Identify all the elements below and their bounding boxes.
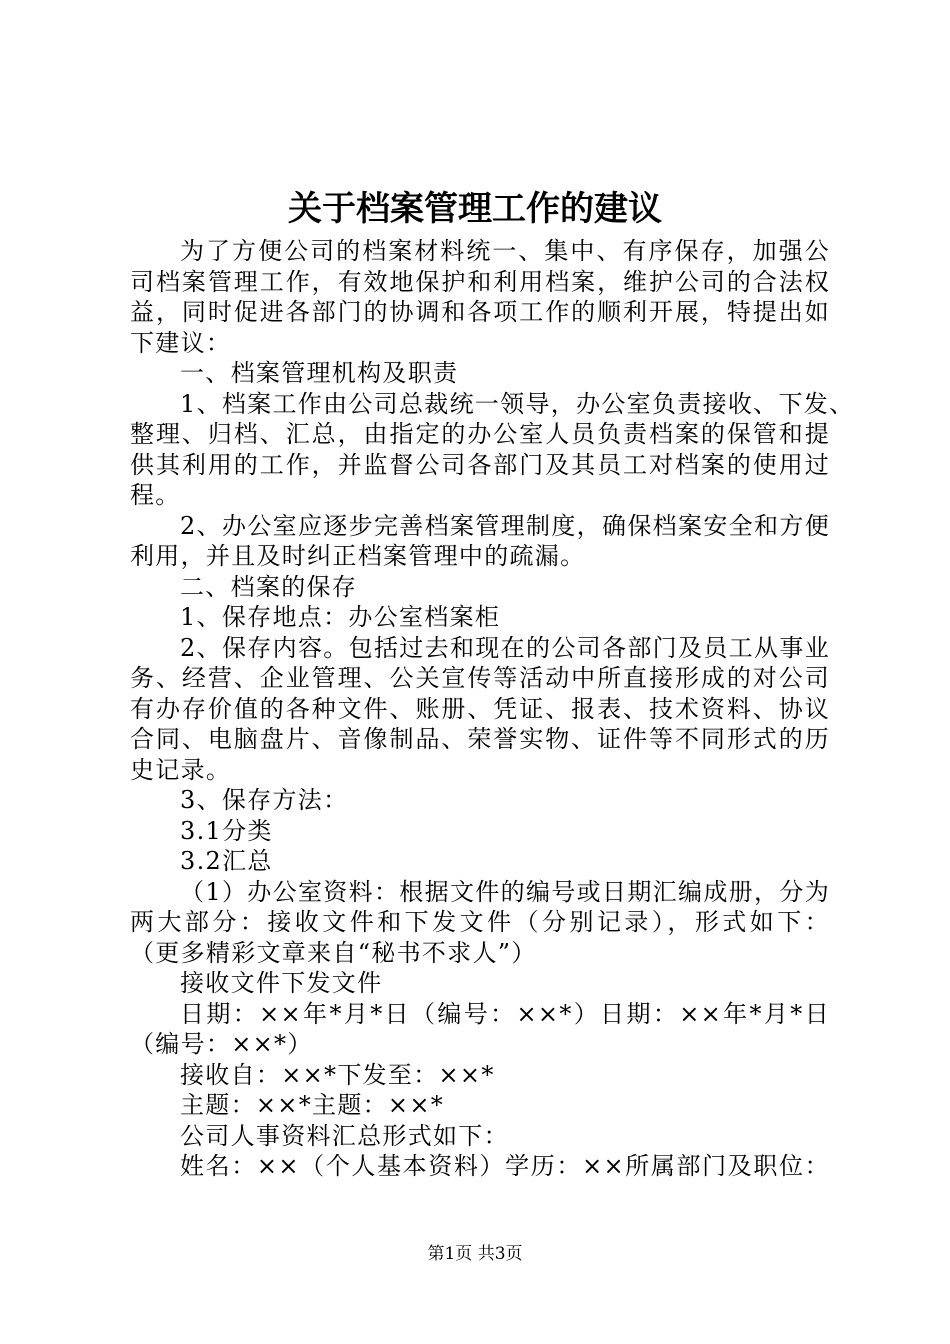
page-footer: 第1页 共3页	[427, 1244, 523, 1264]
text-line: 姓名：××（个人基本资料）学历：××所属部门及职位：	[180, 1152, 830, 1180]
text-line: 合同、电脑盘片、音像制品、荣誉实物、证件等不同形式的历	[130, 725, 830, 753]
text-line: 下建议：	[130, 328, 232, 357]
text-line: 两大部分：接收文件和下发文件（分别记录），形式如下：	[130, 908, 830, 936]
text-line: 务、经营、企业管理、公关宣传等活动中所直接形成的对公司	[130, 664, 830, 692]
text-line: 二、档案的保存	[180, 572, 358, 601]
text-line: 供其利用的工作，并监督公司各部门及其员工对档案的使用过	[130, 450, 830, 479]
text-line: 史记录。	[130, 755, 232, 784]
text-line: 主题：××*主题：××*	[180, 1091, 445, 1119]
text-line: 1、保存地点：办公室档案柜	[180, 603, 501, 631]
text-line: 利用，并且及时纠正档案管理中的疏漏。	[130, 542, 586, 570]
text-line: 2、保存内容。包括过去和现在的公司各部门及员工从事业	[180, 633, 830, 662]
text-line: 3.2汇总	[180, 847, 273, 875]
text-line: 程。	[130, 481, 181, 509]
text-line: 司档案管理工作，有效地保护和利用档案，维护公司的合法权	[130, 267, 830, 296]
document-body	[130, 236, 855, 1182]
text-line: 3、保存方法：	[180, 786, 349, 814]
text-line: 3.1分类	[180, 816, 273, 845]
text-line: （1）办公室资料：根据文件的编号或日期汇编成册，分为	[180, 877, 830, 906]
text-line: 日期：××年*月*日（编号：××*）日期：××年*月*日	[180, 999, 830, 1028]
text-line: 有办存价值的各种文件、账册、凭证、报表、技术资料、协议	[130, 694, 830, 723]
text-line: 公司人事资料汇总形式如下：	[180, 1121, 509, 1150]
text-line: 2、办公室应逐步完善档案管理制度，确保档案安全和方便	[180, 511, 830, 540]
text-line: 为了方便公司的档案材料统一、集中、有序保存，加强公	[180, 237, 830, 265]
text-line: 益，同时促进各部门的协调和各项工作的顺利开展，特提出如	[130, 298, 830, 326]
text-line: 接收自：××*下发至：××*	[180, 1060, 495, 1089]
text-line: 一、档案管理机构及职责	[180, 359, 459, 387]
text-line: 整理、归档、汇总，由指定的办公室人员负责档案的保管和提	[130, 420, 830, 448]
text-line: （编号：××*）	[130, 1030, 313, 1058]
text-line: （更多精彩文章来自“秘书不求人”）	[130, 938, 537, 967]
text-line: 接收文件下发文件	[180, 969, 383, 997]
text-line: 1、档案工作由公司总裁统一领导，办公室负责接收、下发、	[180, 389, 855, 418]
document-title: 关于档案管理工作的建议	[288, 189, 662, 229]
